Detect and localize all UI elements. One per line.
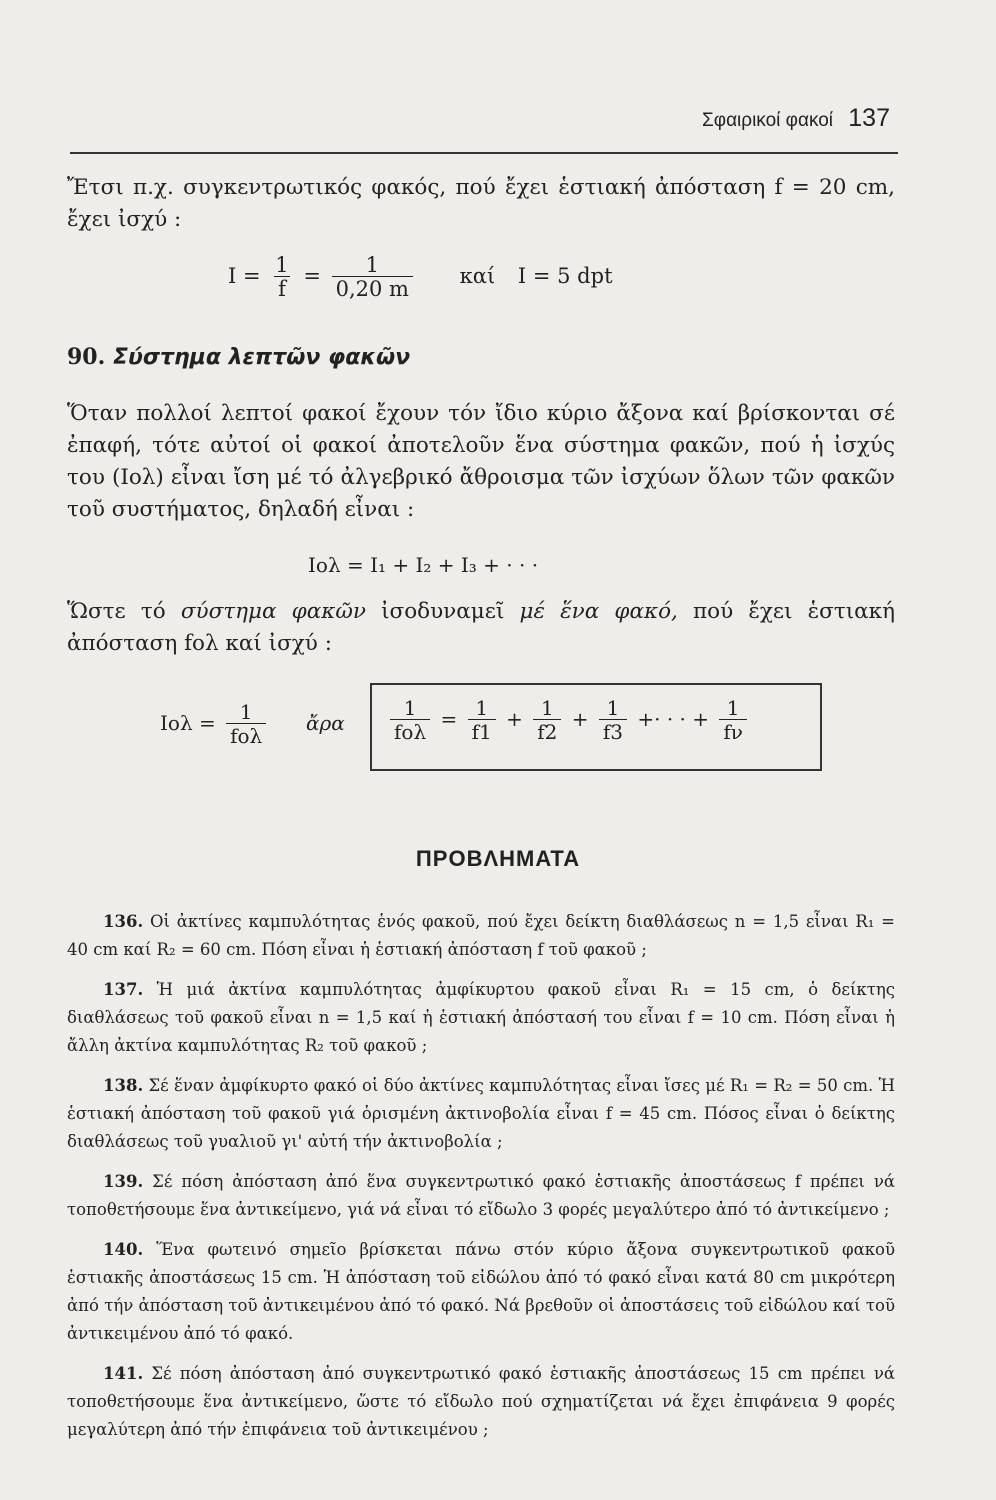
boxed-equation: $\frac{1}{\text{fολ}}$ = $\frac{1}{f1}$ + $\frac{1}{f2}$ + $\frac{1}{f3}$ +· · · + $\frac{1}{f\nu}$ <box>370 683 822 771</box>
formula-result: I = 5 dpt <box>517 264 613 288</box>
page-header <box>0 104 996 144</box>
equation-lhs: Iολ = $\frac{1}{\text{fολ}}$ <box>160 701 270 748</box>
problem-item: 138. Σέ ἕναν ἀμφίκυρτο φακό οἱ δύο ἀκτίνες καμπυλότητας εἶναι ἴσες μέ R₁ = R₂ = 50 cm. Ἡ ἑστιακή ἀπόσταση τοῦ φακοῦ γιά ὁρισμένη ἀκτινοβολία εἶναι f = 45 cm. Πόσος εἶναι ὁ δείκτης διαθλάσεως τοῦ γυαλιοῦ γι' αὐτή τήν ἀκτινοβολία ; <box>67 1076 895 1151</box>
problem-item: 136. Οἱ ἀκτίνες καμπυλότητας ἑνός φακοῦ, πού ἔχει δείκτη διαθλάσεως n = 1,5 εἶναι R₁ = 40 cm καί R₂ = 60 cm. Πόση εἶναι ἡ ἑστιακή ἀπόσταση f τοῦ φακοῦ ; <box>67 912 895 959</box>
formula-kai: καί <box>459 264 496 288</box>
page-number: 137 <box>848 104 890 132</box>
section-number: 90. <box>67 344 106 370</box>
system-paragraph: Ὅταν πολλοί λεπτοί φακοί ἔχουν τόν ἴδιο κύριο ἄξονα καί βρίσκονται σέ ἐπαφή, τότε αὐτοί οἱ φακοί ἀποτελοῦν ἕνα σύστημα φακῶν, πού ἡ ἰσχύς του (Iολ) εἶναι ἴση μέ τό ἀλγεβρικό ἄθροισμα τῶν ἰσχύων ὅλων τῶν φακῶν τοῦ συστήματος, δηλαδή εἶναι : <box>67 401 895 522</box>
problem-item: 140. Ἕνα φωτεινό σημεῖο βρίσκεται πάνω στόν κύριο ἄξονα συγκεντρωτικοῦ φακοῦ ἑστιακῆς ἀποστάσεως 15 cm. Ἡ ἀπόσταση τοῦ εἰδώλου ἀπό τό φακό εἶναι κατά 80 cm μικρότερη ἀπό τήν ἀπόσταση τοῦ ἀντικειμένου ἀπό τό φακό. Νά βρεθοῦν οἱ ἀποστάσεις τοῦ εἰδώλου καί τοῦ ἀντικειμένου ἀπό τό φακό. <box>67 1240 895 1343</box>
problems-heading: ΠΡΟΒΛΗΜΑΤΑ <box>415 846 581 871</box>
problem-item: 137. Ἡ μιά ἀκτίνα καμπυλότητας ἀμφίκυρτου φακοῦ εἶναι R₁ = 15 cm, ὁ δείκτης διαθλάσεως τοῦ φακοῦ εἶναι n = 1,5 καί ἡ ἑστιακή ἀπόστασή του εἶναι f = 10 cm. Πόση εἶναι ἡ ἄλλη ἀκτίνα καμπυλότητας R₂ τοῦ φακοῦ ; <box>67 980 895 1055</box>
ara-word: ἄρα <box>306 711 345 735</box>
section-title: Σύστημα λεπτῶν φακῶν <box>112 345 411 370</box>
sum-equation: Iολ = I₁ + I₂ + I₃ + · · · <box>308 553 539 577</box>
running-title: Σφαιρικοί φακοί <box>702 110 833 131</box>
problems-list <box>67 908 895 1456</box>
equivalent-paragraph: Ὥστε τό σύστημα φακῶν ἰσοδυναμεῖ μέ ἕνα φακό, πού ἔχει ἑστιακή ἀπόσταση fολ καί ἰσχύ : <box>67 599 896 656</box>
formula-lhs: I = <box>228 264 261 288</box>
fraction-1-over-020m: $\frac{1}{0,20 m}$ <box>332 254 413 301</box>
example-paragraph: Ἔτσι π.χ. συγκεντρωτικός φακός, πού ἔχει ἑστιακή ἀπόσταση f = 20 cm, ἔχει ἰσχύ : <box>67 175 895 232</box>
fraction-1-over-f: $\frac{1}{f}$ <box>275 253 289 301</box>
section-heading <box>67 344 410 370</box>
lens-system-equation <box>160 683 900 773</box>
problem-item: 141. Σέ πόση ἀπόσταση ἀπό συγκεντρωτικό φακό ἑστιακῆς ἀποστάσεως 15 cm πρέπει νά τοποθετήσουμε ἕνα ἀντικείμενο, ὥστε τό εἴδωλο πού σχηματίζεται νά ἔχει ἐπιφάνεια 9 φορές μεγαλύτερη ἀπό τήν ἐπιφάνεια τοῦ ἀντικειμένου ; <box>67 1364 895 1439</box>
formula-equals: = <box>303 264 321 288</box>
header-rule <box>70 152 898 154</box>
problem-item: 139. Σέ πόση ἀπόσταση ἀπό ἕνα συγκεντρωτικό φακό ἑστιακῆς ἀποστάσεως f πρέπει νά τοποθετήσουμε ἕνα ἀντικείμενο, γιά νά εἶναι τό εἴδωλο 3 φορές μεγαλύτερο ἀπό τό ἀντικείμενο ; <box>67 1172 895 1219</box>
power-formula <box>0 246 996 306</box>
